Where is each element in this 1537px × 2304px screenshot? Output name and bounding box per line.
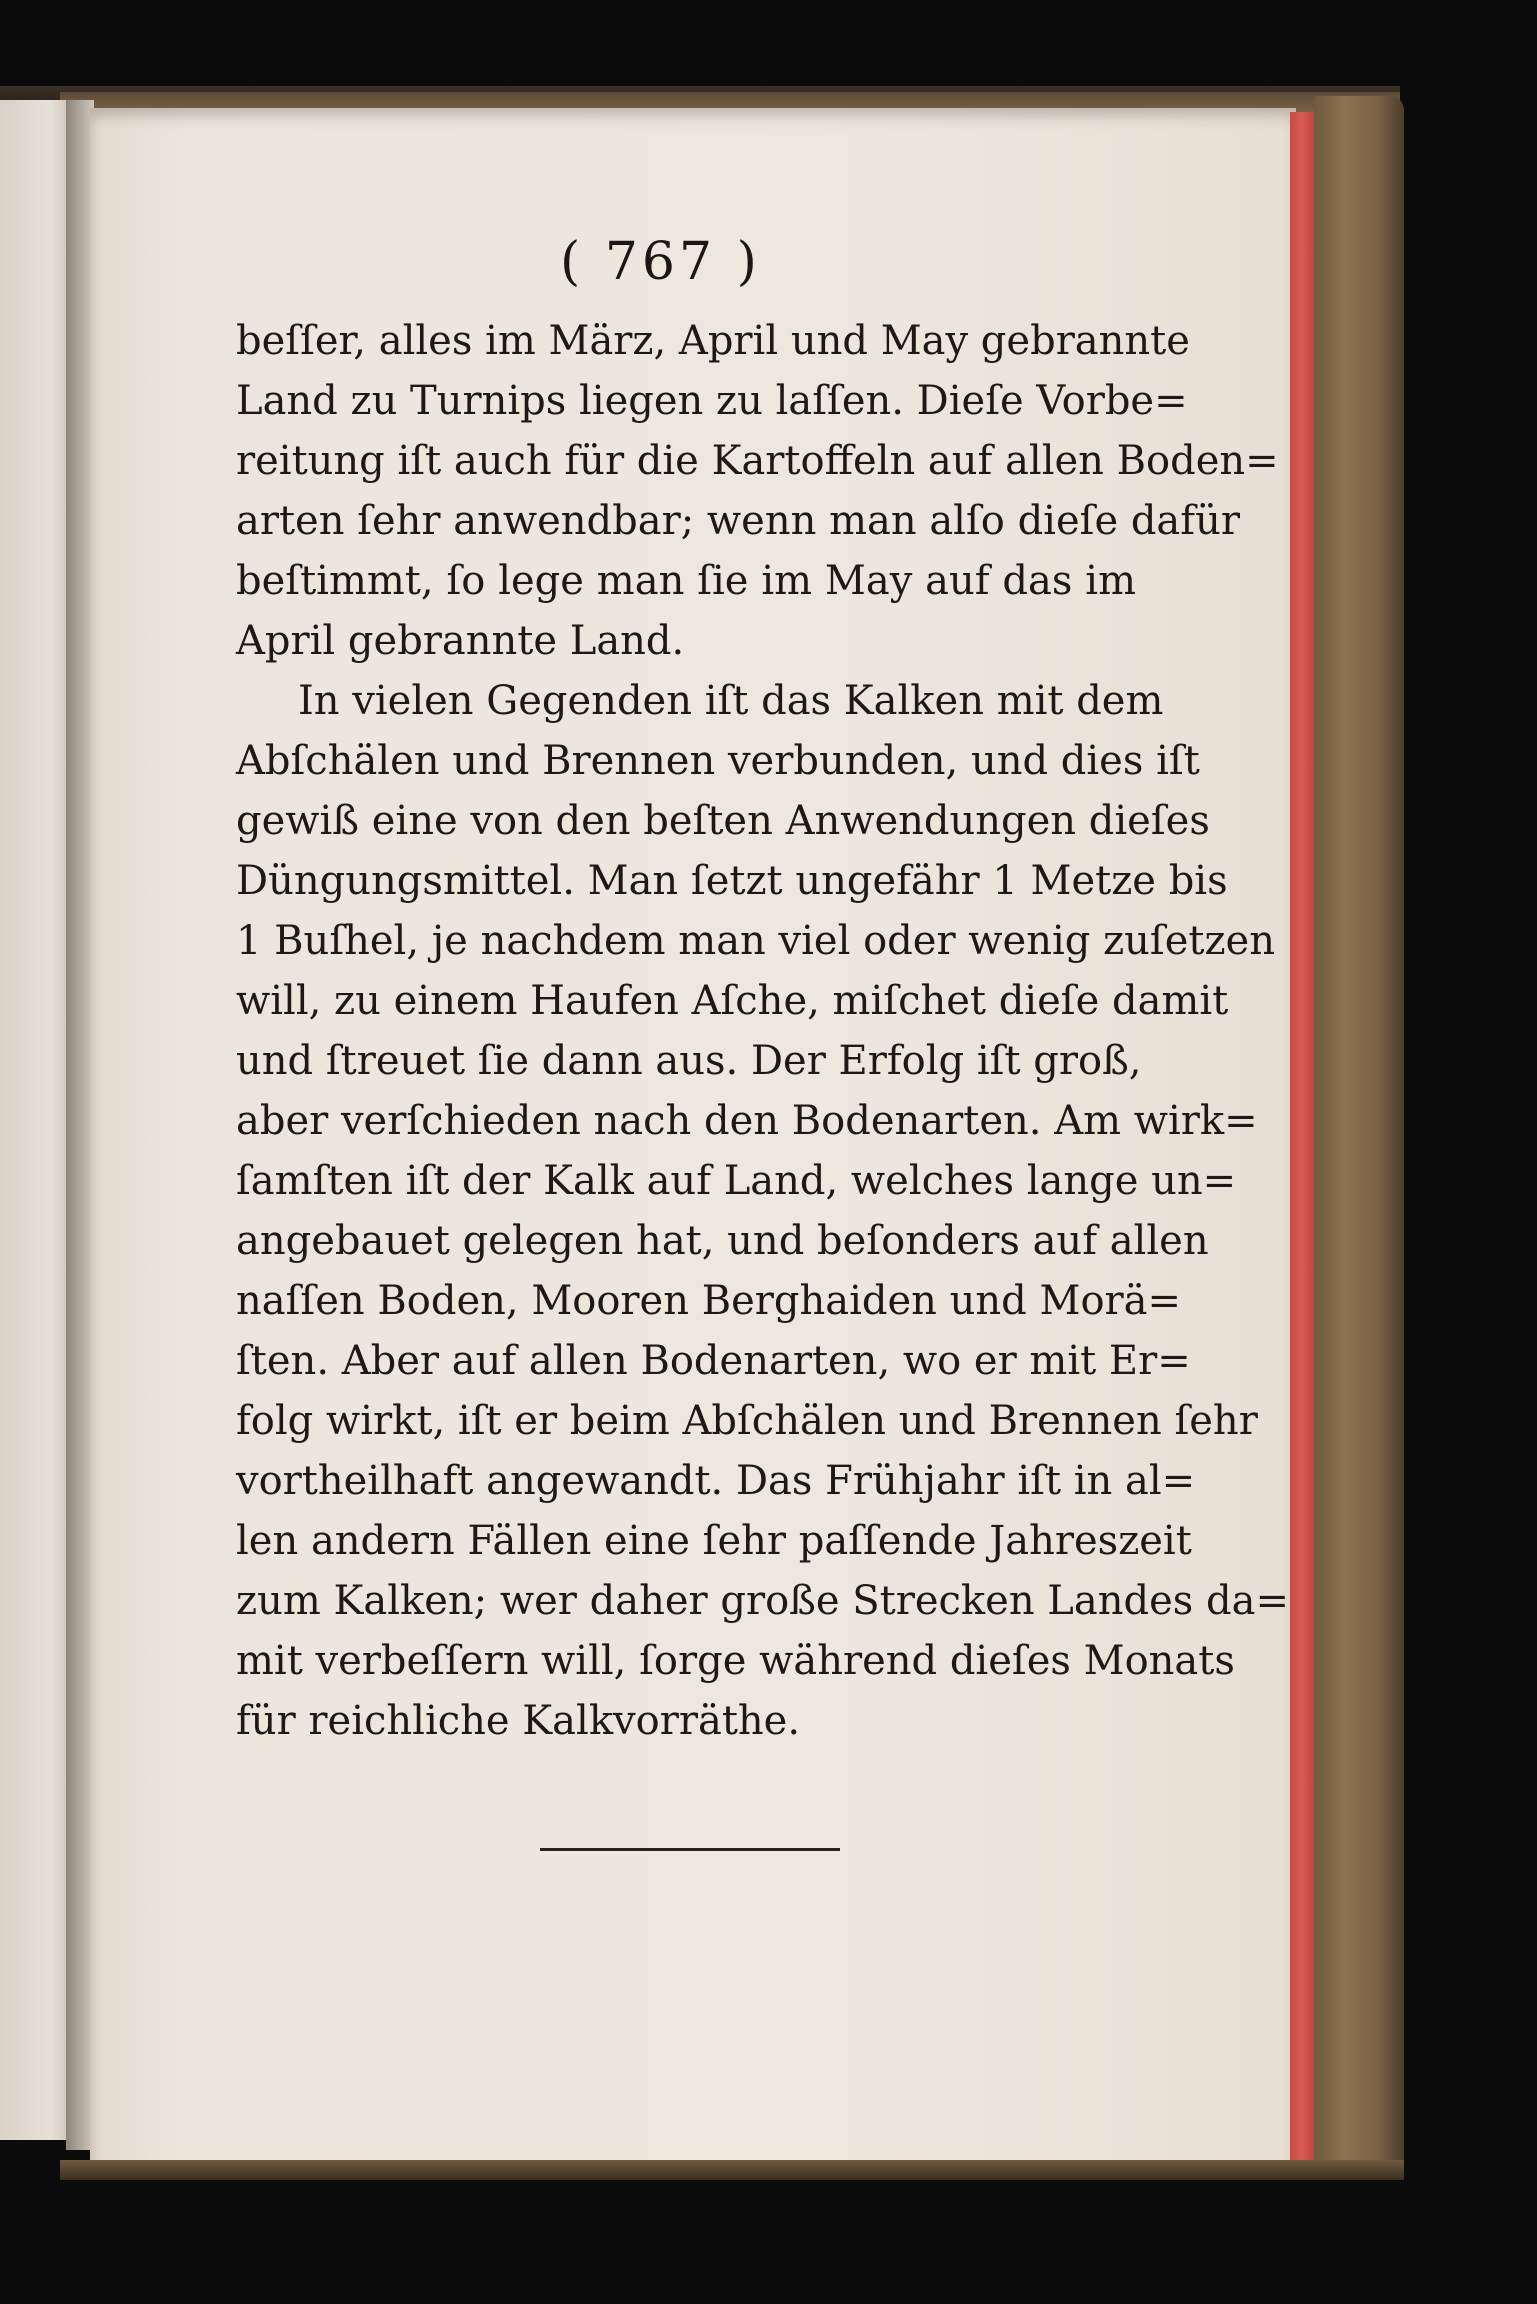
text-line: angebauet gelegen hat, und beſonders auf allen (236, 1218, 1209, 1264)
text-line: reitung iſt auch für die Kartoffeln auf allen Boden= (236, 438, 1279, 484)
text-line: 1 Buſhel, je nachdem man viel oder wenig zuſetzen (236, 918, 1275, 964)
text-line: will, zu einem Haufen Aſche, miſchet dieſe damit (236, 978, 1229, 1024)
text-line: beſſer, alles im März, April und May gebrannte (236, 318, 1190, 364)
text-line: Düngungsmittel. Man ſetzt ungefähr 1 Metze bis (236, 858, 1228, 904)
cover-right-edge (1314, 96, 1404, 2176)
text-line: arten ſehr anwendbar; wenn man alſo dieſe dafür (236, 498, 1240, 544)
text-line: folg wirkt, iſt er beim Abſchälen und Brennen ſehr (236, 1398, 1258, 1444)
text-line: für reichliche Kalkvorräthe. (236, 1698, 801, 1744)
text-line: ſten. Aber auf allen Bodenarten, wo er mit Er= (236, 1338, 1191, 1384)
page-number: ( 767 ) (560, 232, 761, 292)
text-line: gewiß eine von den beſten Anwendungen dieſes (236, 798, 1210, 844)
text-line: In vielen Gegenden iſt das Kalken mit dem (298, 678, 1164, 724)
text-line: vortheilhaft angewandt. Das Frühjahr iſt in al= (236, 1458, 1196, 1504)
section-divider-rule (540, 1848, 840, 1851)
text-line: April gebrannte Land. (236, 618, 685, 664)
text-line: ſamſten iſt der Kalk auf Land, welches lange un= (236, 1158, 1237, 1204)
text-line: und ſtreuet ſie dann aus. Der Erfolg iſt groß, (236, 1038, 1142, 1084)
text-line: mit verbeſſern will, ſorge während dieſes Monats (236, 1638, 1235, 1684)
left-page-edge (0, 100, 72, 2140)
cover-bottom-edge (60, 2160, 1404, 2180)
text-line: beſtimmt, ſo lege man ſie im May auf das im (236, 558, 1136, 604)
text-line: aber verſchieden nach den Bodenarten. Am wirk= (236, 1098, 1258, 1144)
text-line: zum Kalken; wer daher große Strecken Landes da= (236, 1578, 1289, 1624)
text-line: Land zu Turnips liegen zu laſſen. Dieſe Vorbe= (236, 378, 1188, 424)
text-line: naſſen Boden, Mooren Berghaiden und Morä= (236, 1278, 1182, 1324)
text-line: len andern Fällen eine ſehr paſſende Jahreszeit (236, 1518, 1192, 1564)
text-line: Abſchälen und Brennen verbunden, und dies iſt (236, 738, 1200, 784)
